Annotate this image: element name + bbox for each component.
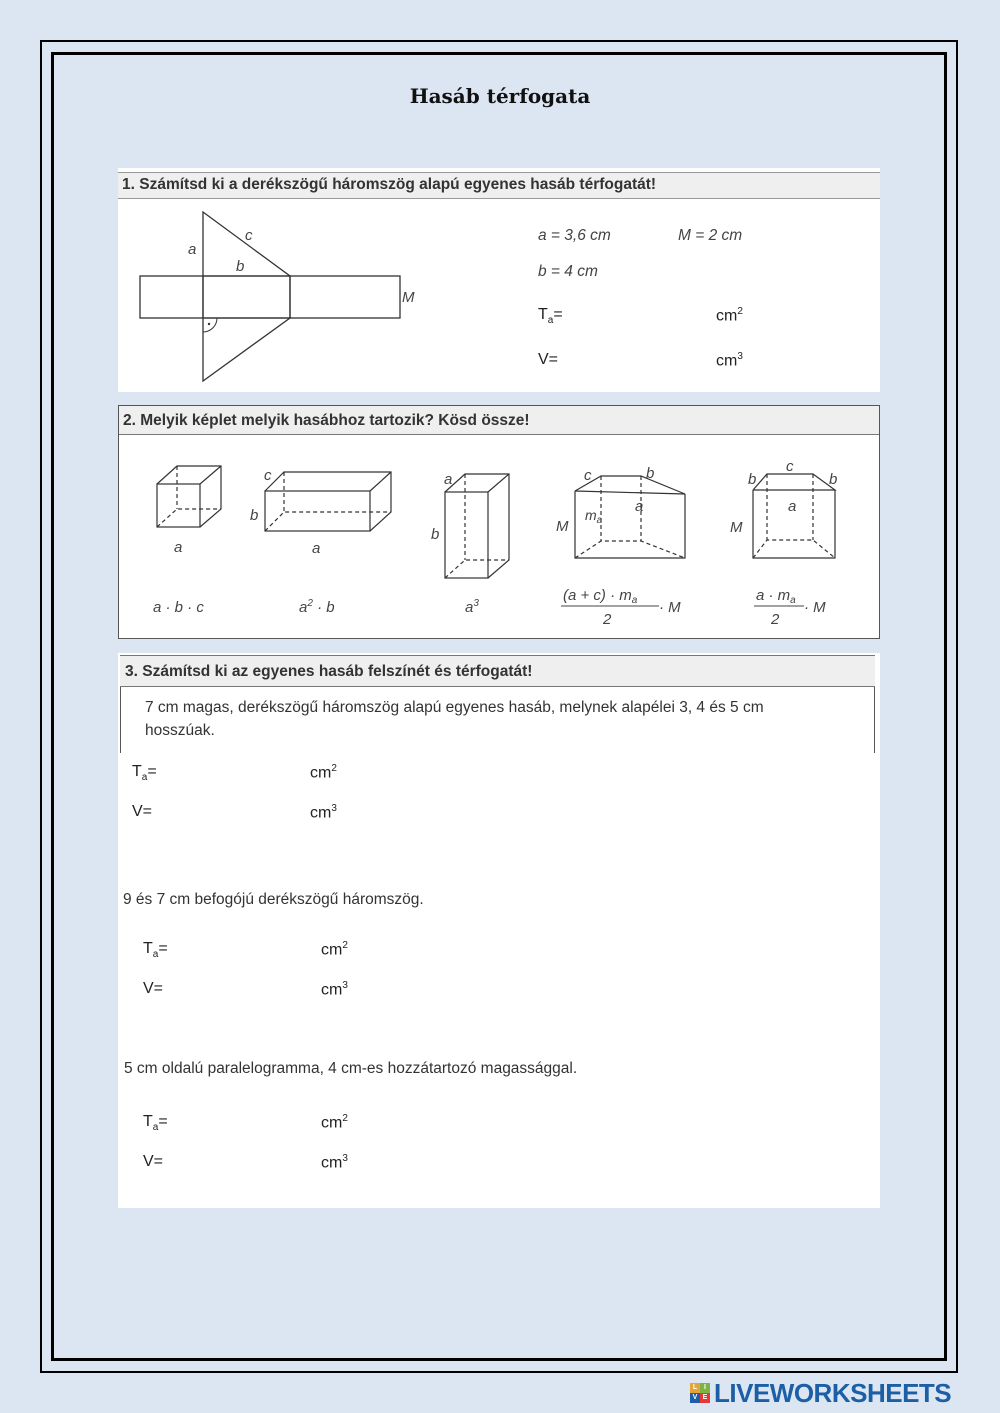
- svg-text:2: 2: [771, 611, 780, 628]
- task1-given-M: M = 2 cm: [678, 227, 743, 244]
- task1-area-label: $T_a=$: [538, 306, 563, 327]
- task3a-volume-unit: $cm^3$: [310, 803, 337, 822]
- cube-label-a: a: [174, 539, 183, 556]
- pentagon-label-M: M: [730, 519, 743, 536]
- task3-subtask3-text: 5 cm oldalú paralelogramma, 4 cm-es hozzátartozó magassággal.: [124, 1060, 578, 1077]
- task1-area-unit: $cm^2$: [716, 306, 743, 325]
- svg-text:· M: · M: [659, 599, 681, 616]
- square-prism-label-b: b: [431, 526, 440, 543]
- page-title: Hasáb térfogata: [409, 84, 591, 108]
- task3-panel: [118, 653, 880, 1208]
- square-prism-label-a: a: [444, 471, 453, 488]
- formula-abc: a · b · c: [153, 599, 204, 616]
- formula-triangle: [754, 587, 826, 628]
- trapezoid-label-M: M: [556, 518, 569, 535]
- liveworksheets-logo-icon: L I V E: [690, 1383, 710, 1403]
- box-label-c: c: [264, 467, 272, 484]
- net-label-c: c: [245, 227, 253, 244]
- net-rectangle-1: [140, 276, 203, 318]
- task3c-area-unit: $cm^2$: [321, 1113, 348, 1132]
- task3-description-line1: 7 cm magas, derékszögű háromszög alapú egyenes hasáb, melynek alapélei 3, 4 és 5 cm: [145, 699, 764, 716]
- pentagon-label-a: a: [788, 498, 797, 515]
- net-rectangle-2: [203, 276, 290, 318]
- task1-given-a: a = 3,6 cm: [538, 227, 611, 244]
- task3-subtask2-text: 9 és 7 cm befogójú derékszögű háromszög.: [123, 891, 424, 908]
- task1-given-b: b = 4 cm: [538, 263, 598, 280]
- prism-figures: [119, 436, 879, 636]
- liveworksheets-brand-text: LIVEWORKSHEETS: [714, 1377, 952, 1408]
- right-angle-mark: [203, 318, 217, 332]
- task3b-area-label: $T_a=$: [143, 940, 168, 961]
- task1-panel: [118, 168, 880, 392]
- formula-a3: $a^3$: [465, 598, 479, 616]
- trapezoid-label-ma: $m_a$: [585, 507, 603, 526]
- task3c-volume-unit: $cm^3$: [321, 1153, 348, 1172]
- box-label-a: a: [312, 540, 321, 557]
- task3b-area-unit: $cm^2$: [321, 940, 348, 959]
- box-figure: [265, 472, 391, 531]
- task1-volume-unit: $cm^3$: [716, 351, 743, 370]
- net-label-M: M: [402, 289, 415, 306]
- task3a-area-label: $T_a=$: [132, 763, 157, 784]
- pentagon-label-c: c: [786, 458, 794, 475]
- task3a-area-unit: $cm^2$: [310, 763, 337, 782]
- net-top-triangle: [203, 212, 290, 276]
- liveworksheets-logo[interactable]: [690, 1378, 951, 1408]
- net-label-a: a: [188, 241, 197, 258]
- box-label-b: b: [250, 507, 259, 524]
- net-label-b: b: [236, 258, 245, 275]
- trapezoid-label-b: b: [646, 465, 655, 482]
- task1-header: 1. Számítsd ki a derékszögű háromszög alapú egyenes hasáb térfogatát!: [122, 176, 657, 193]
- svg-text:(a + c) · ma: $(a + c) \cdot m_a$: [563, 587, 638, 606]
- task3b-volume-unit: $cm^3$: [321, 980, 348, 999]
- net-bottom-triangle: [203, 318, 290, 381]
- triangular-prism-net-figure: [118, 198, 448, 388]
- task3a-volume-label: V=: [132, 803, 153, 820]
- svg-text:a · ma: $a \cdot m_a$: [756, 587, 796, 606]
- task3b-volume-label: V=: [143, 980, 164, 997]
- net-rectangle-3: [290, 276, 400, 318]
- cube-figure: [157, 466, 221, 527]
- task3-header: 3. Számítsd ki az egyenes hasáb felszínét és térfogatát!: [125, 663, 533, 680]
- task2-panel: [118, 405, 880, 639]
- task3c-area-label: $T_a=$: [143, 1113, 168, 1134]
- svg-text:2: 2: [603, 611, 612, 628]
- task3c-volume-label: V=: [143, 1153, 164, 1170]
- formula-trapezoid: [561, 587, 681, 628]
- svg-text:· M: · M: [804, 599, 826, 616]
- task2-header: 2. Melyik képlet melyik hasábhoz tartozik? Kösd össze!: [123, 412, 530, 429]
- trapezoid-label-c: c: [584, 467, 592, 484]
- trapezoid-label-a: a: [635, 498, 644, 515]
- pentagon-prism-figure: [753, 474, 835, 558]
- pentagon-label-b1: b: [748, 471, 757, 488]
- pentagon-label-b2: b: [829, 471, 838, 488]
- task1-volume-label: V=: [538, 351, 559, 368]
- formula-a2b: $a^2 \cdot b$: [299, 598, 335, 616]
- task3-description-line2: hosszúak.: [145, 722, 215, 739]
- square-prism-figure: [445, 474, 509, 578]
